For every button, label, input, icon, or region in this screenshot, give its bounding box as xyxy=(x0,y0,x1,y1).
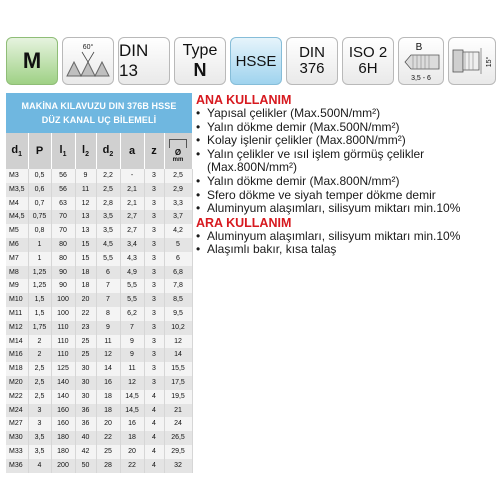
table-row xyxy=(6,252,192,266)
table-cell: 11 xyxy=(120,362,144,376)
thread-angle-label: 60° xyxy=(82,44,94,51)
table-cell: 12 xyxy=(75,197,96,211)
table-cell: 30 xyxy=(75,376,96,390)
table-cell: 50 xyxy=(75,459,96,473)
chamfer-angle-label: 15° xyxy=(486,56,493,68)
tap-dimension-grid xyxy=(6,133,193,473)
thread-profile-icon xyxy=(63,38,113,84)
table-cell: 3 xyxy=(144,348,164,362)
table-cell: 24 xyxy=(164,417,192,431)
secondary-usage-heading: ARA KULLANIM xyxy=(196,215,292,230)
usage-item: • Alaşımlı bakır, kısa talaş xyxy=(196,243,496,257)
type-label: Type xyxy=(182,42,218,59)
col-header-l1: $l_1$ xyxy=(51,133,75,169)
table-cell: 80 xyxy=(51,252,75,266)
table-cell: 63 xyxy=(51,197,75,211)
table-title xyxy=(6,93,192,133)
table-cell: 14 xyxy=(96,362,120,376)
table-cell: 3 xyxy=(144,238,164,252)
chamfer-form-badge xyxy=(398,37,444,85)
table-cell: 18 xyxy=(75,266,96,280)
table-row xyxy=(6,183,192,197)
table-cell: M33 xyxy=(6,445,28,459)
table-cell: 36 xyxy=(75,404,96,418)
table-row xyxy=(6,210,192,224)
usage-item: • Yalın dökme demir (Max.500N/mm²) xyxy=(196,121,496,135)
table-cell: 10,2 xyxy=(164,321,192,335)
table-cell: 13 xyxy=(75,224,96,238)
table-row xyxy=(6,376,192,390)
table-cell: 3 xyxy=(144,362,164,376)
table-cell: 4,2 xyxy=(164,224,192,238)
table-cell: M36 xyxy=(6,459,28,473)
table-cell: 18 xyxy=(96,404,120,418)
table-cell: 0,6 xyxy=(28,183,51,197)
table-cell: 3 xyxy=(144,224,164,238)
table-cell: M12 xyxy=(6,321,28,335)
table-cell: M16 xyxy=(6,348,28,362)
table-cell: 4 xyxy=(144,417,164,431)
din376-badge xyxy=(286,37,338,85)
table-cell: 70 xyxy=(51,210,75,224)
col-header-l2: $l_2$ xyxy=(75,133,96,169)
table-cell: 6,2 xyxy=(120,307,144,321)
table-cell: 160 xyxy=(51,404,75,418)
table-row xyxy=(6,459,192,473)
table-cell: 14 xyxy=(164,348,192,362)
table-cell: 11 xyxy=(96,335,120,349)
table-cell: 12 xyxy=(164,335,192,349)
chamfer-range-label: 3,5 - 6 xyxy=(411,75,431,82)
table-cell: M27 xyxy=(6,417,28,431)
table-cell: 3 xyxy=(144,169,164,183)
table-title-line1: MAKİNA KILAVUZU DIN 376B HSSE xyxy=(21,101,177,111)
table-cell: M20 xyxy=(6,376,28,390)
table-cell: 7 xyxy=(120,321,144,335)
main-usage-heading: ANA KULLANIM xyxy=(196,93,292,107)
table-cell: 0,5 xyxy=(28,169,51,183)
metric-profile-label: M xyxy=(22,48,42,73)
table-row xyxy=(6,169,192,183)
table-cell: 20 xyxy=(96,417,120,431)
table-cell: 3 xyxy=(144,307,164,321)
chamfer-angle-badge xyxy=(448,37,496,85)
table-cell: 15 xyxy=(75,252,96,266)
table-cell: M4 xyxy=(6,197,28,211)
din376-line2: 376 xyxy=(299,60,325,77)
drill-hole-icon xyxy=(169,139,187,148)
col-header-d1: $d_1$ xyxy=(6,133,28,169)
table-cell: 40 xyxy=(75,431,96,445)
table-cell: 3,4 xyxy=(120,238,144,252)
din13-label: DIN 13 xyxy=(119,41,149,80)
table-cell: 17,5 xyxy=(164,376,192,390)
table-cell: 16 xyxy=(96,376,120,390)
table-cell: 25 xyxy=(96,445,120,459)
table-cell: 11 xyxy=(75,183,96,197)
table-row xyxy=(6,307,192,321)
table-cell: M30 xyxy=(6,431,28,445)
table-cell: 110 xyxy=(51,321,75,335)
table-cell: 18 xyxy=(75,279,96,293)
table-cell: M8 xyxy=(6,266,28,280)
table-cell: M10 xyxy=(6,293,28,307)
table-body xyxy=(6,169,192,473)
table-cell: 2,9 xyxy=(164,183,192,197)
chamfer-form-letter: B xyxy=(415,42,423,53)
table-cell: 22 xyxy=(75,307,96,321)
table-cell: 12 xyxy=(120,376,144,390)
table-header-row xyxy=(6,133,192,169)
table-cell: 2,2 xyxy=(96,169,120,183)
table-cell: 3 xyxy=(144,197,164,211)
table-cell: M22 xyxy=(6,390,28,404)
table-row xyxy=(6,390,192,404)
table-cell: 26,5 xyxy=(164,431,192,445)
table-cell: 42 xyxy=(75,445,96,459)
table-cell: 13 xyxy=(75,210,96,224)
table-cell: 110 xyxy=(51,335,75,349)
table-cell: 1 xyxy=(28,238,51,252)
table-cell: 4 xyxy=(144,404,164,418)
table-cell: M14 xyxy=(6,335,28,349)
table-cell: 1,25 xyxy=(28,266,51,280)
table-cell: 3 xyxy=(144,376,164,390)
table-cell: 9 xyxy=(120,348,144,362)
table-cell: 32 xyxy=(164,459,192,473)
table-cell: 4 xyxy=(144,431,164,445)
table-cell: 2,5 xyxy=(96,183,120,197)
table-row xyxy=(6,293,192,307)
table-cell: 8,5 xyxy=(164,293,192,307)
table-cell: 90 xyxy=(51,266,75,280)
table-cell: 1 xyxy=(28,252,51,266)
table-cell: 28 xyxy=(96,459,120,473)
chamfer-angle-icon xyxy=(449,38,495,84)
table-row xyxy=(6,335,192,349)
table-cell: 9 xyxy=(120,335,144,349)
table-cell: M5 xyxy=(6,224,28,238)
table-cell: 0,8 xyxy=(28,224,51,238)
col-header-z: z xyxy=(144,133,164,169)
table-cell: 3 xyxy=(144,279,164,293)
table-cell: 2,5 xyxy=(164,169,192,183)
secondary-usage-list xyxy=(196,230,496,257)
table-cell: 5,5 xyxy=(96,252,120,266)
table-cell: 8 xyxy=(96,307,120,321)
table-cell: 2,8 xyxy=(96,197,120,211)
table-cell: 0,75 xyxy=(28,210,51,224)
table-cell: 9 xyxy=(96,321,120,335)
table-row xyxy=(6,417,192,431)
usage-item: • Kolay işlenir çelikler (Max.800N/mm²) xyxy=(196,134,496,148)
din376-line1: DIN xyxy=(299,44,325,62)
table-cell: M3 xyxy=(6,169,28,183)
type-value: N xyxy=(193,60,207,80)
table-cell: 22 xyxy=(120,459,144,473)
table-cell: 4 xyxy=(144,459,164,473)
table-cell: 30 xyxy=(75,362,96,376)
table-title-line2: DÜZ KANAL UÇ BİLEMELİ xyxy=(41,115,157,125)
table-cell: 36 xyxy=(75,417,96,431)
drill-unit-label: mm xyxy=(172,157,184,163)
table-cell: 30 xyxy=(75,390,96,404)
table-cell: 100 xyxy=(51,307,75,321)
table-cell: 4 xyxy=(144,390,164,404)
table-row xyxy=(6,348,192,362)
table-cell: 4,3 xyxy=(120,252,144,266)
table-cell: 3 xyxy=(144,321,164,335)
chamfer-form-icon xyxy=(399,38,443,84)
usage-item: • Yapısal çelikler (Max.500N/mm²) xyxy=(196,107,496,121)
table-cell: 3 xyxy=(28,417,51,431)
table-cell: 1,75 xyxy=(28,321,51,335)
table-cell: 15 xyxy=(75,238,96,252)
table-cell: 140 xyxy=(51,376,75,390)
table-cell: 3 xyxy=(28,404,51,418)
table-cell: 18 xyxy=(96,390,120,404)
table-cell: 6,8 xyxy=(164,266,192,280)
table-cell: 180 xyxy=(51,445,75,459)
table-cell: 180 xyxy=(51,431,75,445)
table-cell: 14,5 xyxy=(120,404,144,418)
table-cell: 3,5 xyxy=(28,431,51,445)
table-cell: 90 xyxy=(51,279,75,293)
table-cell: 1,5 xyxy=(28,307,51,321)
table-cell: 3,5 xyxy=(96,224,120,238)
table-cell: 3 xyxy=(144,293,164,307)
table-cell: 6 xyxy=(96,266,120,280)
table-cell: M9 xyxy=(6,279,28,293)
usage-item: • Yalın dökme demir (Max.800N/mm²) xyxy=(196,175,496,189)
table-cell: M6 xyxy=(6,238,28,252)
table-cell: 25 xyxy=(75,348,96,362)
din13-badge xyxy=(118,37,170,85)
table-cell: 3,5 xyxy=(28,445,51,459)
table-cell: 4,9 xyxy=(120,266,144,280)
feature-icon-strip xyxy=(6,37,496,87)
table-row xyxy=(6,445,192,459)
usage-section xyxy=(196,93,496,257)
table-cell: 2,5 xyxy=(28,376,51,390)
table-cell: 19,5 xyxy=(164,390,192,404)
table-cell: 125 xyxy=(51,362,75,376)
table-cell: M18 xyxy=(6,362,28,376)
table-cell: 4 xyxy=(28,459,51,473)
table-cell: 15,5 xyxy=(164,362,192,376)
table-row xyxy=(6,266,192,280)
table-cell: 3 xyxy=(144,252,164,266)
usage-item: • Aluminyum alaşımları, silisyum miktarı min.10% xyxy=(196,202,496,216)
table-cell: M3,5 xyxy=(6,183,28,197)
table-cell: 80 xyxy=(51,238,75,252)
table-cell: M11 xyxy=(6,307,28,321)
table-cell: 20 xyxy=(120,445,144,459)
table-cell: 2 xyxy=(28,348,51,362)
table-cell: 56 xyxy=(51,183,75,197)
table-cell: 18 xyxy=(120,431,144,445)
material-badge xyxy=(230,37,282,85)
table-row xyxy=(6,279,192,293)
table-cell: 3 xyxy=(144,266,164,280)
table-cell: 2,1 xyxy=(120,197,144,211)
table-cell: 5 xyxy=(164,238,192,252)
table-cell: 3 xyxy=(144,335,164,349)
iso-tolerance-badge xyxy=(342,37,394,85)
table-cell: 7,8 xyxy=(164,279,192,293)
table-cell: 29,5 xyxy=(164,445,192,459)
table-cell: 1,25 xyxy=(28,279,51,293)
main-usage-list xyxy=(196,107,496,216)
table-cell: 4,5 xyxy=(96,238,120,252)
metric-profile-badge xyxy=(6,37,58,85)
usage-item: • Yalın çelikler ve ısıl işlem görmüş çelikler (Max.800N/mm²) xyxy=(196,148,496,175)
table-cell: 16 xyxy=(120,417,144,431)
table-cell: 2,5 xyxy=(28,362,51,376)
table-cell: 12 xyxy=(96,348,120,362)
table-row xyxy=(6,238,192,252)
tap-dimension-table xyxy=(6,93,192,473)
table-cell: 3,5 xyxy=(96,210,120,224)
table-cell: 7 xyxy=(96,279,120,293)
table-cell: 23 xyxy=(75,321,96,335)
table-cell: 140 xyxy=(51,390,75,404)
iso-line2: 6H xyxy=(358,60,378,77)
table-cell: 1,5 xyxy=(28,293,51,307)
table-cell: 100 xyxy=(51,293,75,307)
table-cell: 2,7 xyxy=(120,210,144,224)
usage-item: • Aluminyum alaşımları, silisyum miktarı min.10% xyxy=(196,230,496,244)
col-header-a: a xyxy=(120,133,144,169)
table-cell: 21 xyxy=(164,404,192,418)
table-cell: 2,5 xyxy=(28,390,51,404)
table-row xyxy=(6,197,192,211)
table-cell: 110 xyxy=(51,348,75,362)
table-cell: 6 xyxy=(164,252,192,266)
table-row xyxy=(6,224,192,238)
table-cell: 200 xyxy=(51,459,75,473)
material-label: HSSE xyxy=(235,52,277,70)
drill-diameter-symbol: Ø xyxy=(174,148,182,157)
table-cell: 2,7 xyxy=(120,224,144,238)
table-cell: 3 xyxy=(144,210,164,224)
usage-item: • Sfero dökme ve siyah temper dökme demir xyxy=(196,189,496,203)
table-cell: M24 xyxy=(6,404,28,418)
col-header-pitch: P xyxy=(28,133,51,169)
table-cell: 3 xyxy=(144,183,164,197)
table-row xyxy=(6,404,192,418)
table-cell: 2 xyxy=(28,335,51,349)
table-row xyxy=(6,362,192,376)
table-cell: 3,3 xyxy=(164,197,192,211)
table-row xyxy=(6,321,192,335)
col-header-d2: $d_2$ xyxy=(96,133,120,169)
type-badge xyxy=(174,37,226,85)
table-row xyxy=(6,431,192,445)
table-cell: 56 xyxy=(51,169,75,183)
table-cell: 20 xyxy=(75,293,96,307)
table-cell: 4 xyxy=(144,445,164,459)
table-cell: 160 xyxy=(51,417,75,431)
table-cell: 9,5 xyxy=(164,307,192,321)
table-cell: 5,5 xyxy=(120,293,144,307)
thread-angle-badge xyxy=(62,37,114,85)
table-cell: 7 xyxy=(96,293,120,307)
table-cell: - xyxy=(120,169,144,183)
table-cell: 22 xyxy=(96,431,120,445)
table-cell: 25 xyxy=(75,335,96,349)
col-header-drill xyxy=(164,133,192,169)
table-cell: 9 xyxy=(75,169,96,183)
table-cell: M4,5 xyxy=(6,210,28,224)
table-cell: 14,5 xyxy=(120,390,144,404)
table-cell: 70 xyxy=(51,224,75,238)
table-cell: M7 xyxy=(6,252,28,266)
table-cell: 0,7 xyxy=(28,197,51,211)
table-cell: 2,1 xyxy=(120,183,144,197)
table-cell: 5,5 xyxy=(120,279,144,293)
iso-line1: ISO 2 xyxy=(348,44,388,62)
table-cell: 3,7 xyxy=(164,210,192,224)
